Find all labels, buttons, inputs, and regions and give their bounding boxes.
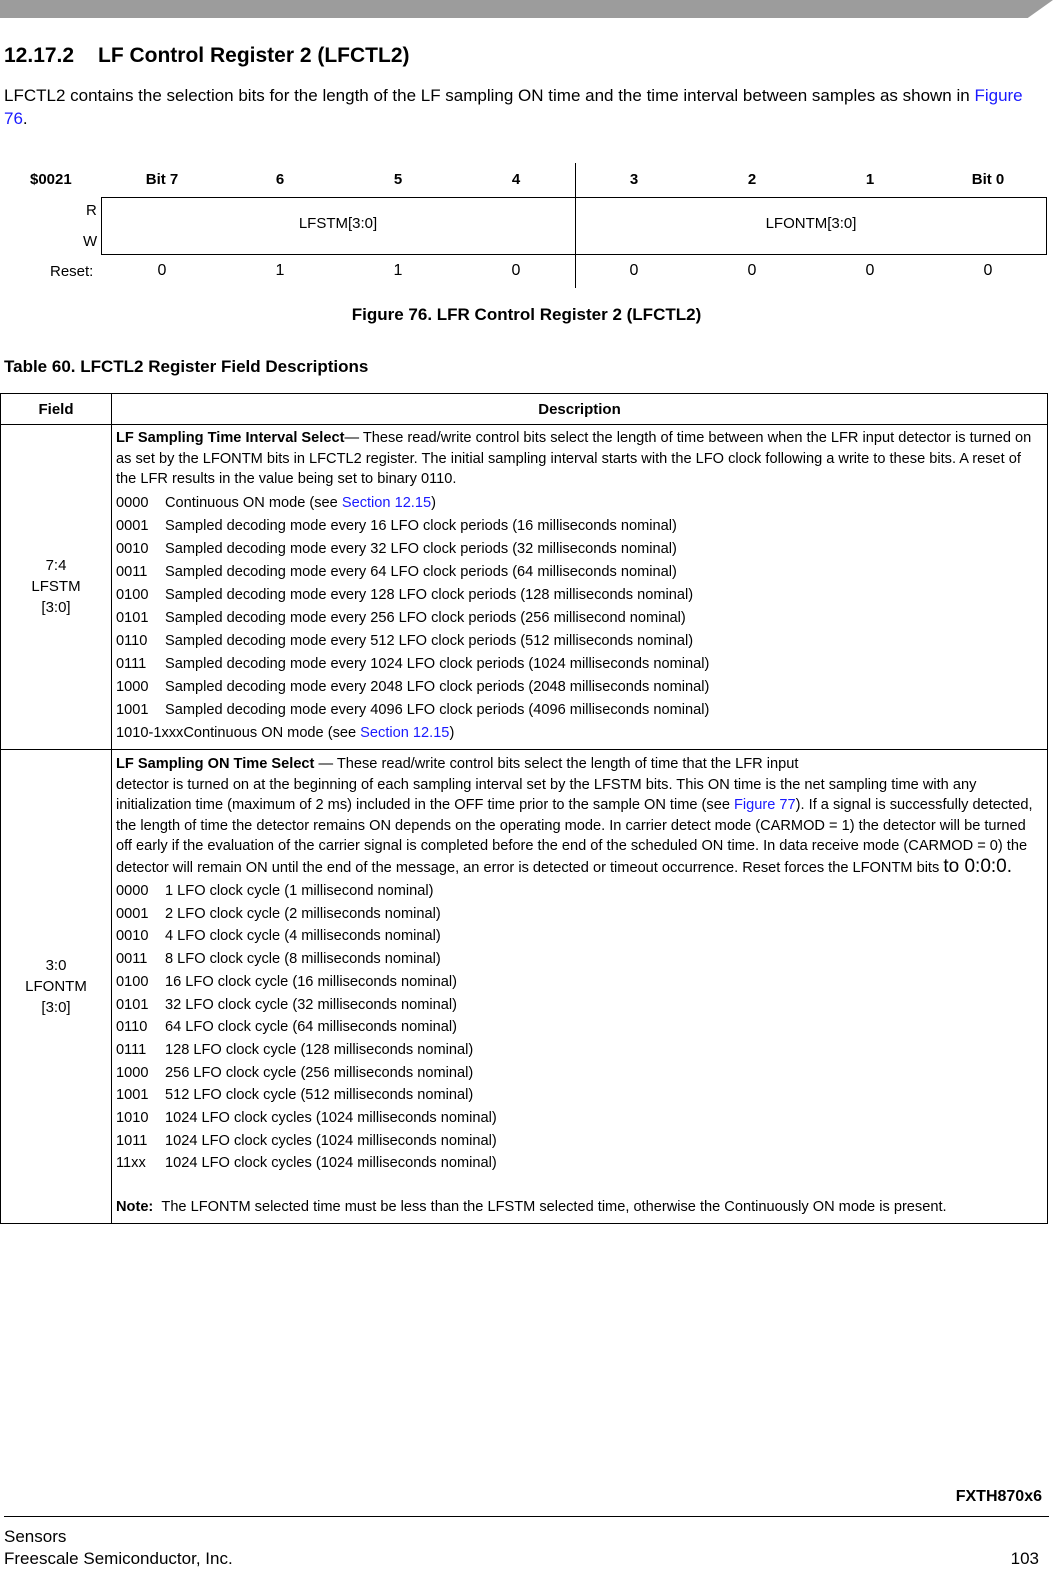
list-item: 1000 Sampled decoding mode every 2048 LFO clock periods (2048 milliseconds nominal) [116,678,710,695]
bit-label: 6 [275,171,285,188]
bit-label: 3 [629,171,639,188]
list-item: 1000 256 LFO clock cycle (256 milliseconds nominal) [116,1064,474,1081]
list-item: 0011 8 LFO clock cycle (8 milliseconds nominal) [116,951,441,968]
table-header-row [1,394,1048,425]
reset-value: 0 [747,262,757,279]
register-diagram [0,163,1053,293]
note-label: Note: [116,1199,154,1216]
reset-value: 0 [983,262,993,279]
list-item: 11xx 1024 LFO clock cycles (1024 milliseconds nominal) [116,1155,497,1172]
footer-company: Freescale Semiconductor, Inc. [4,1549,233,1568]
register-address: $0021 [30,171,72,188]
note [116,1195,1043,1219]
list-item: 0000 Continuous ON mode (see Section 12.15) [116,494,436,511]
figure-caption: Figure 76. LFR Control Register 2 (LFCTL2) [351,305,702,324]
field-name-cell: 3:0 LFONTM [3:0] [1,749,112,1224]
document-id: FXTH870x6 [955,1488,1042,1505]
reset-value: 1 [275,262,285,279]
bit-label: 5 [393,171,403,188]
section-12-15-link[interactable]: Section 12.15 [341,494,432,511]
field-lfontm: LFONTM[3:0] [765,215,857,232]
list-item: 0111 Sampled decoding mode every 1024 LFO clock periods (1024 milliseconds nominal) [116,655,710,672]
reset-value: 0 [629,262,639,279]
list-item: 0110 Sampled decoding mode every 512 LFO clock periods (512 milliseconds nominal) [116,632,694,649]
list-item: 1001 Sampled decoding mode every 4096 LFO clock periods (4096 milliseconds nominal) [116,701,710,718]
list-item: 1001 512 LFO clock cycle (512 milliseconds nominal) [116,1087,474,1104]
reset-value: 1 [393,262,403,279]
write-label: W [83,233,98,250]
reset-value: 0 [157,262,167,279]
field-title: LF Sampling Time Interval Select [116,430,345,446]
bit-label: Bit 7 [145,171,179,188]
read-label: R [86,202,97,219]
section-number: 12.17.2 [4,44,75,67]
table-caption: Table 60. LFCTL2 Register Field Descriptions [4,357,369,376]
reset-label: Reset: [50,263,94,280]
reset-value: 0 [865,262,875,279]
list-item: 0110 64 LFO clock cycle (64 milliseconds nominal) [116,1019,457,1036]
list-item: 1010 1024 LFO clock cycles (1024 milliseconds nominal) [116,1110,497,1127]
field-title: LF Sampling ON Time Select [116,755,315,772]
intro-paragraph: LFCTL2 contains the selection bits for the length of the LF sampling ON time and the time interval between samples as shown in Figure 76. [4,86,1023,128]
bit-label: 4 [511,171,521,188]
list-item: 1011 1024 LFO clock cycles (1024 milliseconds nominal) [116,1132,497,1149]
description-cell: LF Sampling ON Time Select — These read/write control bits select the length of time that the LFR input detector is turned on at the beginning of each sampling interval set by the LFSTM bits. This ON time is the net sampling time with any initialization time (maximum of 2 ms) included in the OFF time prior to the sample ON time (see Figure 77). If a signal is successfully detected, the length of time the detector remains ON depends on the operating mode. In carrier detect mode (CARMOD = 1) the detector will be turned off early if the evaluation of the carrier signal is completed before the end of the scheduled ON time. In data receive mode (CARMOD = 0) the detector will remain ON until the end of the message, an error is detected or timeout occurrence. Reset forces the LFONTM bits to 0:0:0. 0000 1 LFO clock cycle (1 millisecond nominal) 0001 2 LFO clock cycle (2 milliseconds nominal) 0010 4 LFO clock cycle (4 milliseconds nominal) 0011 8 LFO clock cycle (8 milliseconds nominal) 0100 16 LFO clock cycle (16 milliseconds nominal) 0101 32 LFO clock cycle (32 milliseconds nominal) 0110 64 LFO clock cycle (64 milliseconds nominal) 0111 128 LFO clock cycle (128 milliseconds nominal) 1000 256 LFO clock cycle (256 milliseconds nominal) 1001 512 LFO clock cycle (512 milliseconds nominal) 1010 1024 LFO clock cycles (1024 milliseconds nominal) 1011 1024 LFO clock cycles (1024 milliseconds nominal) 11xx 1024 LFO clock cycles (1024 milliseconds nominal) Note: The LFONTM selected time must be less than the LFSTM selected time, otherwise the Continuously ON mode is present. [112,749,1048,1224]
field-lfstm: LFSTM[3:0] [298,215,378,232]
table-row [1,425,1048,750]
page-number: 103 [1010,1549,1039,1568]
note-text: The LFONTM selected time must be less than the LFSTM selected time, otherwise the Continuously ON mode is present. [161,1199,947,1216]
section-12-15-link[interactable]: Section 12.15 [360,724,450,741]
figure-77-link[interactable]: Figure 77 [734,797,796,813]
table-row [1,749,1048,1224]
list-item: 0001 2 LFO clock cycle (2 milliseconds nominal) [116,905,441,922]
reset-value: 0 [511,262,521,279]
header-field: Field [1,394,112,425]
field-name-cell: 7:4 LFSTM [3:0] [1,425,112,750]
footer-category: Sensors [4,1527,67,1546]
list-item: 0000 1 LFO clock cycle (1 millisecond nominal) [116,883,434,899]
list-item: 0010 Sampled decoding mode every 32 LFO clock periods (32 milliseconds nominal) [116,540,677,557]
bit-label: 1 [865,171,875,188]
description-cell: LF Sampling Time Interval Select— These read/write control bits select the length of time between when the LFR input detector is turned on as set by the LFONTM bits in LFCTL2 register. The initial sampling interval starts with the LFO clock following a write to these bits. A reset of the LFR results in the value being set to binary 0110. 0000 Continuous ON mode (see Section 12.15) 0001 Sampled decoding mode every 16 LFO clock periods (16 milliseconds nominal) 0010 Sampled decoding mode every 32 LFO clock periods (32 milliseconds nominal) 0011 Sampled decoding mode every 64 LFO clock periods (64 milliseconds nominal) 0100 Sampled decoding mode every 128 LFO clock periods (128 milliseconds nominal) 0101 Sampled decoding mode every 256 LFO clock periods (256 millisecond nominal) 0110 Sampled decoding mode every 512 LFO clock periods (512 milliseconds nominal) 0111 Sampled decoding mode every 1024 LFO clock periods (1024 milliseconds nominal) 1000 Sampled decoding mode every 2048 LFO clock periods (2048 milliseconds nominal) 1001 Sampled decoding mode every 4096 LFO clock periods (4096 milliseconds nominal) 1010-1xxxContinuous ON mode (see Section 12.15) [112,425,1048,750]
list-item: 0111 128 LFO clock cycle (128 milliseconds nominal) [116,1041,474,1058]
list-item: 0101 Sampled decoding mode every 256 LFO clock periods (256 millisecond nominal) [116,609,686,626]
list-item: 0011 Sampled decoding mode every 64 LFO clock periods (64 milliseconds nominal) [116,563,677,580]
field-descriptions-table [0,393,1048,1224]
list-item: 1010-1xxxContinuous ON mode (see Section 12.15) [116,724,455,741]
section-title: LF Control Register 2 (LFCTL2) [98,44,410,67]
list-item: 0001 Sampled decoding mode every 16 LFO clock periods (16 milliseconds nominal) [116,517,677,534]
bit-label: Bit 0 [971,171,1005,188]
list-item: 0101 32 LFO clock cycle (32 milliseconds nominal) [116,996,457,1013]
bit-label: 2 [747,171,757,188]
list-item: 0010 4 LFO clock cycle (4 milliseconds nominal) [116,928,441,945]
list-item: 0100 16 LFO clock cycle (16 milliseconds nominal) [116,973,457,990]
header-bar [0,0,1053,18]
list-item: 0100 Sampled decoding mode every 128 LFO clock periods (128 milliseconds nominal) [116,586,694,603]
section-heading [4,44,410,68]
footer-divider [4,1516,1049,1517]
header-description: Description [112,394,1048,425]
figure-76-link[interactable]: Figure 76 [4,86,1023,128]
